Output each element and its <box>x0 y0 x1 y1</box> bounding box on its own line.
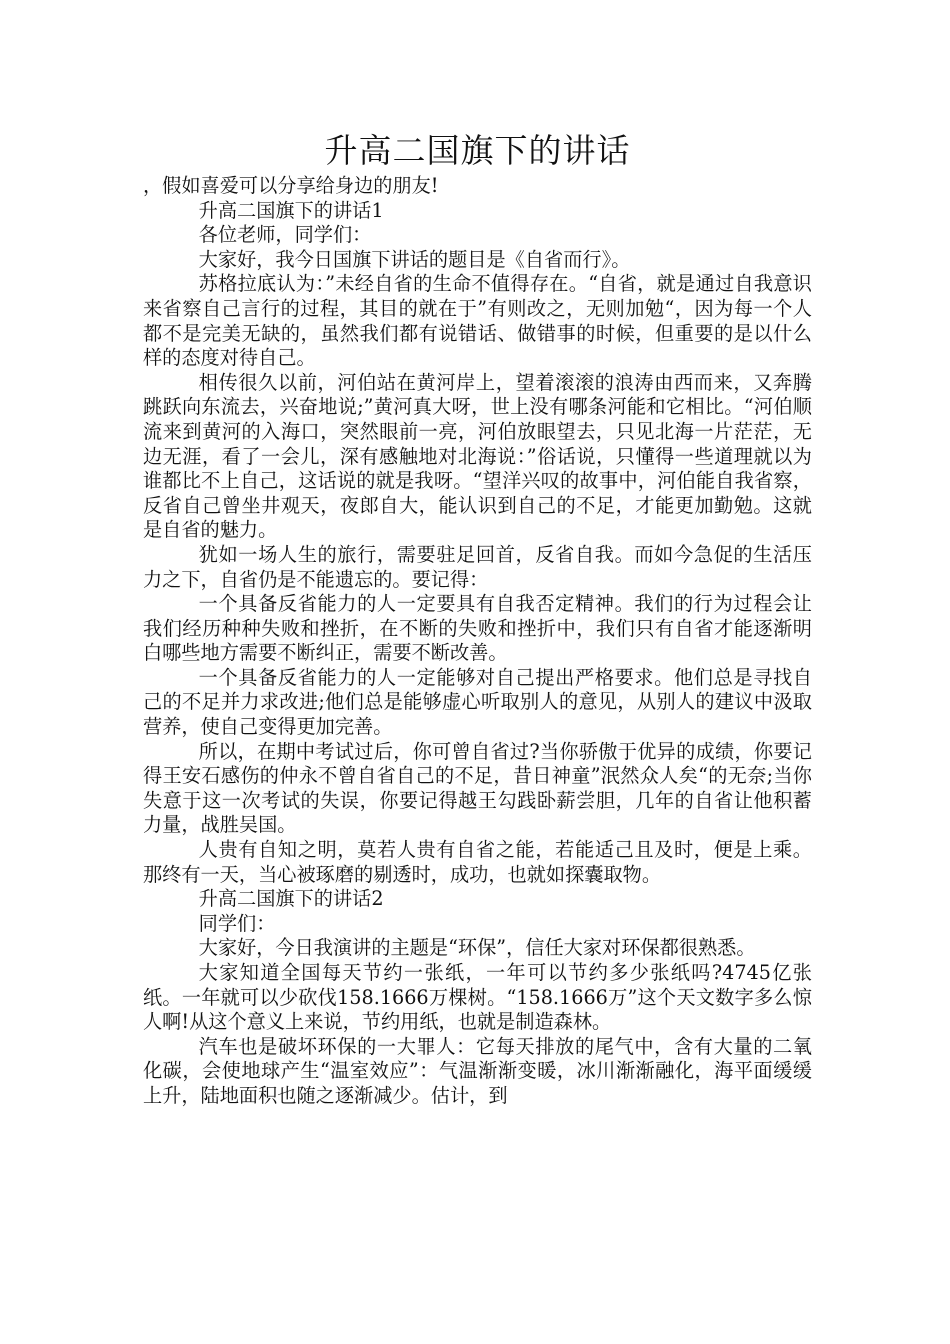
document-title: 升高二国旗下的讲话 <box>324 131 631 170</box>
paragraph: 一个具备反省能力的人一定能够对自己提出严格要求。他们总是寻找自己的不足并力求改进;他们总是能够虚心听取别人的意见，从别人的建议中汲取营养，使自己变得更加完善。 <box>143 665 812 739</box>
document-body <box>143 174 812 1109</box>
paragraph: 升高二国旗下的讲话2 <box>198 887 384 911</box>
paragraph: 相传很久以前，河伯站在黄河岸上，望着滚滚的浪涛由西而来，又奔腾跳跃向东流去，兴奋地说;”黄河真大呀，世上没有哪条河能和它相比。“河伯顺流来到黄河的入海口，突然眼前一亮，河伯放眼望去，只见北海一片茫茫，无边无涯，看了一会儿，深有感触地对北海说：”俗话说，只懂得一些道理就以为谁都比不上自己，这话说的就是我呀。“望洋兴叹的故事中，河伯能自我省察，反省自己曾坐井观天，夜郎自大，能认识到自己的不足，才能更加勤勉。这就是自省的魅力。 <box>143 370 812 542</box>
paragraph: 大家知道全国每天节约一张纸，一年可以节约多少张纸吗?4745亿张纸。一年就可以少砍伐158.1666万棵树。“158.1666万”这个天文数字多么惊人啊!从这个意义上来说，节约用纸，也就是制造森林。 <box>143 961 812 1034</box>
paragraph: 大家好，我今日国旗下讲话的题目是《自省而行》。 <box>198 247 631 271</box>
paragraph: 一个具备反省能力的人一定要具有自我否定精神。我们的行为过程会让我们经历种种失败和挫折，在不断的失败和挫折中，我们只有自省才能逐渐明白哪些地方需要不断纠正，需要不断改善。 <box>143 592 812 665</box>
paragraph: 苏格拉底认为：”未经自省的生命不值得存在。“自省，就是通过自我意识来省察自己言行的过程，其目的就在于”有则改之，无则加勉“，因为每一个人都不是完美无缺的，虽然我们都有说错话、做错事的时候，但重要的是以什么样的态度对待自己。 <box>143 272 812 370</box>
paragraph: 同学们： <box>198 911 276 935</box>
paragraph: 所以，在期中考试过后，你可曾自省过?当你骄傲于优异的成绩，你要记得王安石感伤的仲永不曾自省自己的不足，昔日神童”泯然众人矣“的无奈;当你失意于这一次考试的失误，你要记得越王勾践卧薪尝胆，几年的自省让他积蓄力量，战胜吴国。 <box>143 739 812 837</box>
paragraph: ，假如喜爱可以分享给身边的朋友! <box>143 174 439 197</box>
paragraph: 大家好，今日我演讲的主题是“环保”，信任大家对环保都很熟悉。 <box>198 936 756 960</box>
paragraph: 人贵有自知之明，莫若人贵有自省之能，若能适己且及时，便是上乘。那终有一天，当心被琢磨的剔透时，成功，也就如探囊取物。 <box>143 838 812 886</box>
paragraph: 犹如一场人生的旅行，需要驻足回首，反省自我。而如今急促的生活压力之下，自省仍是不能遗忘的。要记得： <box>143 542 812 591</box>
paragraph: 汽车也是破坏环保的一大罪人：它每天排放的尾气中，含有大量的二氧化碳，会使地球产生“温室效应”：气温渐渐变暖，冰川渐渐融化，海平面缓缓上升，陆地面积也随之逐渐减少。估计，到 <box>143 1034 812 1107</box>
paragraph: 各位老师，同学们： <box>198 223 372 247</box>
paragraph: 升高二国旗下的讲话1 <box>198 198 384 222</box>
